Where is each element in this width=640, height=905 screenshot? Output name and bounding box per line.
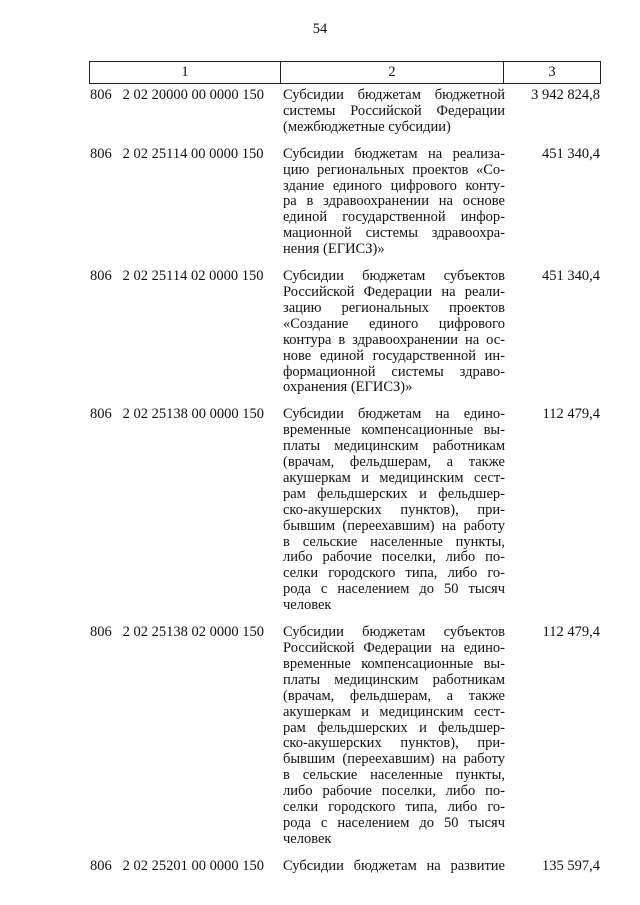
table-body	[89, 88, 601, 875]
budget-classification-code: 806 2 02 25138 02 0000 150	[90, 624, 264, 641]
description-line: платы медицинским работникам	[283, 671, 505, 688]
row-amount: 3 942 824,8	[531, 87, 600, 103]
description-line: временные компенсационные вы-	[283, 422, 505, 439]
description-line: рам фельдшерских и фельдшер-	[283, 485, 505, 502]
description-line: Субсидии бюджетам бюджетной	[283, 87, 505, 103]
row-description	[280, 407, 505, 614]
budget-classification-code: 806 2 02 25114 02 0000 150	[90, 268, 264, 285]
description-line: либо рабочие поселки, либо по-	[283, 783, 505, 800]
description-line: Субсидии бюджетам на реализа-	[283, 145, 505, 162]
table-header	[89, 61, 601, 84]
row-description	[280, 625, 505, 848]
row-description	[280, 88, 505, 136]
row-description	[280, 859, 505, 875]
row-description	[280, 269, 505, 396]
row-description	[280, 147, 505, 258]
description-line: платы медицинским работникам	[283, 438, 505, 455]
row-amount: 112 479,4	[542, 624, 600, 641]
description-line: рам фельдшерских и фельдшер-	[283, 719, 505, 736]
description-line: Субсидии бюджетам субъектов	[283, 624, 505, 641]
budget-classification-code: 806 2 02 25138 00 0000 150	[90, 406, 264, 423]
description-line: ско-акушерских пунктов), при-	[283, 735, 505, 752]
table-row	[89, 88, 601, 136]
table-row	[89, 269, 601, 396]
description-line: бывшим (переехавшим) на работу	[283, 517, 505, 534]
description-line: акушеркам и медицинским сест-	[283, 703, 505, 720]
description-line: селки городского типа, либо го-	[283, 799, 505, 816]
page-number: 54	[312, 21, 328, 37]
description-line: селки городского типа, либо го-	[283, 565, 505, 582]
description-line: Российской Федерации на реали-	[283, 283, 505, 300]
description-line: охранения (ЕГИСЗ)»	[283, 379, 413, 396]
row-amount: 135 597,4	[542, 857, 600, 874]
description-line: рода с населением до 50 тысяч	[283, 581, 505, 598]
description-line: Субсидии бюджетам субъектов	[283, 268, 505, 285]
budget-table	[89, 61, 601, 875]
description-line: нения (ЕГИСЗ)»	[283, 241, 385, 258]
table-row	[89, 407, 601, 614]
column-header-amount: 3	[548, 63, 556, 80]
description-line: цию региональных проектов «Со-	[283, 161, 505, 178]
column-header-description: 2	[281, 62, 504, 83]
description-line: (межбюджетные субсидии)	[283, 118, 451, 135]
description-line: «Создание единого цифрового	[283, 315, 505, 332]
description-line: системы Российской Федерации	[283, 102, 505, 119]
description-line: Субсидии бюджетам на едино-	[283, 406, 505, 423]
description-line: ра в здравоохранении на основе	[283, 193, 505, 210]
row-amount: 451 340,4	[542, 145, 600, 162]
description-line: временные компенсационные вы-	[283, 655, 505, 672]
description-line: контура в здравоохранении на ос-	[283, 331, 505, 348]
description-line: либо рабочие поселки, либо по-	[283, 549, 505, 566]
description-line: в сельские населенные пункты,	[283, 533, 505, 550]
description-line: ско-акушерских пунктов), при-	[283, 501, 505, 518]
description-line: формационной системы здраво-	[283, 363, 505, 380]
table-row	[89, 625, 601, 848]
column-header-code: 1	[90, 62, 281, 83]
row-amount: 451 340,4	[542, 268, 600, 285]
description-line: единой государственной инфор-	[283, 209, 505, 226]
description-line: Российской Федерации на едино-	[283, 640, 505, 656]
budget-classification-code: 806 2 02 25114 00 0000 150	[90, 145, 264, 162]
description-line: человек	[283, 830, 332, 847]
budget-classification-code: 806 2 02 25201 00 0000 150	[90, 857, 264, 874]
description-line: (врачам, фельдшерам, а также	[283, 687, 505, 704]
row-amount: 112 479,4	[542, 406, 600, 423]
description-line: нове единой государственной ин-	[283, 347, 505, 364]
description-line: рода с населением до 50 тысяч	[283, 814, 505, 831]
description-line: Субсидии бюджетам на развитие	[283, 857, 505, 874]
description-line: в сельские населенные пункты,	[283, 767, 505, 784]
description-line: мационной системы здравоохра-	[283, 225, 505, 242]
description-line: бывшим (переехавшим) на работу	[283, 751, 505, 768]
budget-classification-code: 806 2 02 20000 00 0000 150	[90, 87, 264, 103]
description-line: (врачам, фельдшерам, а также	[283, 454, 505, 471]
description-line: здание единого цифрового конту-	[283, 177, 505, 194]
table-row	[89, 147, 601, 258]
description-line: человек	[283, 597, 332, 614]
description-line: акушеркам и медицинским сест-	[283, 469, 505, 486]
description-line: зацию региональных проектов	[283, 299, 505, 316]
table-row	[89, 859, 601, 875]
